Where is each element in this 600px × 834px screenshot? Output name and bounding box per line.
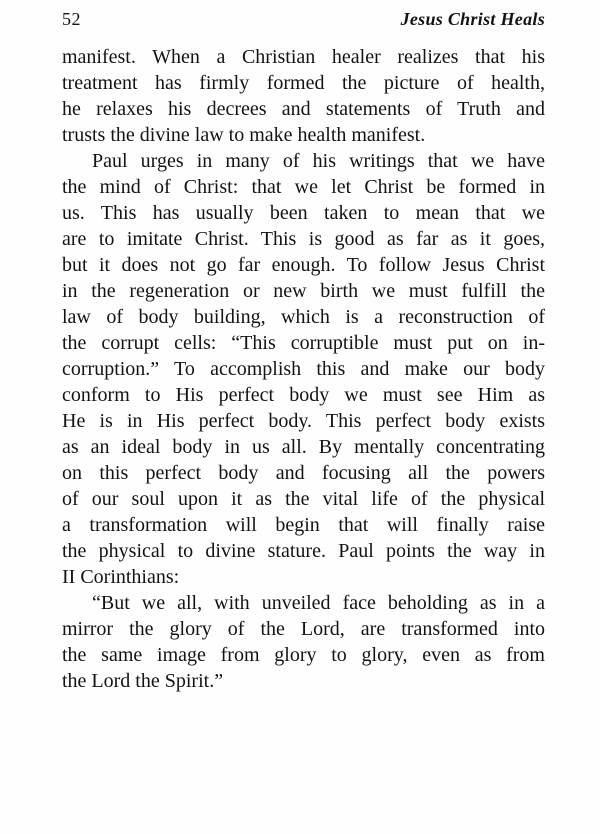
text-line: corruption.” To accomplish this and make our body	[62, 358, 545, 380]
text-line: He is in His perfect body. This perfect body exists	[62, 410, 545, 432]
text-line: the physical to divine stature. Paul points the way in	[62, 540, 545, 562]
text-line: the mind of Christ: that we let Christ be formed in	[62, 176, 545, 198]
running-title: Jesus Christ Heals	[400, 9, 545, 29]
text-line: are to imitate Christ. This is good as far as it goes,	[62, 228, 545, 250]
text-line: but it does not go far enough. To follow Jesus Christ	[62, 254, 545, 276]
text-line: of our soul upon it as the vital life of the physical	[62, 488, 545, 510]
page-number: 52	[62, 9, 81, 29]
text-line: as an ideal body in us all. By mentally concentrating	[62, 436, 545, 458]
text-line: he relaxes his decrees and statements of Truth and	[62, 98, 545, 120]
text-line: a transformation will begin that will finally raise	[62, 514, 545, 536]
text-line: conform to His perfect body we must see Him as	[62, 384, 545, 406]
text-line: trusts the divine law to make health manifest.	[62, 124, 426, 146]
text-line: mirror the glory of the Lord, are transformed into	[62, 618, 545, 640]
text-line: Paul urges in many of his writings that we have	[92, 150, 545, 172]
text-line: treatment has firmly formed the picture of health,	[62, 72, 545, 94]
running-head	[62, 8, 545, 30]
text-line: manifest. When a Christian healer realizes that his	[62, 46, 545, 68]
text-line: II Corinthians:	[62, 566, 180, 588]
text-line: the Lord the Spirit.”	[62, 670, 224, 692]
text-line: law of body building, which is a reconstruction of	[62, 306, 545, 328]
text-line: on this perfect body and focusing all the powers	[62, 462, 545, 484]
text-line: in the regeneration or new birth we must fulfill the	[62, 280, 545, 302]
text-line: “But we all, with unveiled face beholding as in a	[92, 592, 545, 614]
text-line: us. This has usually been taken to mean that we	[62, 202, 545, 224]
page-body	[62, 44, 545, 694]
text-line: the corrupt cells: “This corruptible must put on in-	[62, 332, 545, 354]
text-line: the same image from glory to glory, even as from	[62, 644, 545, 666]
